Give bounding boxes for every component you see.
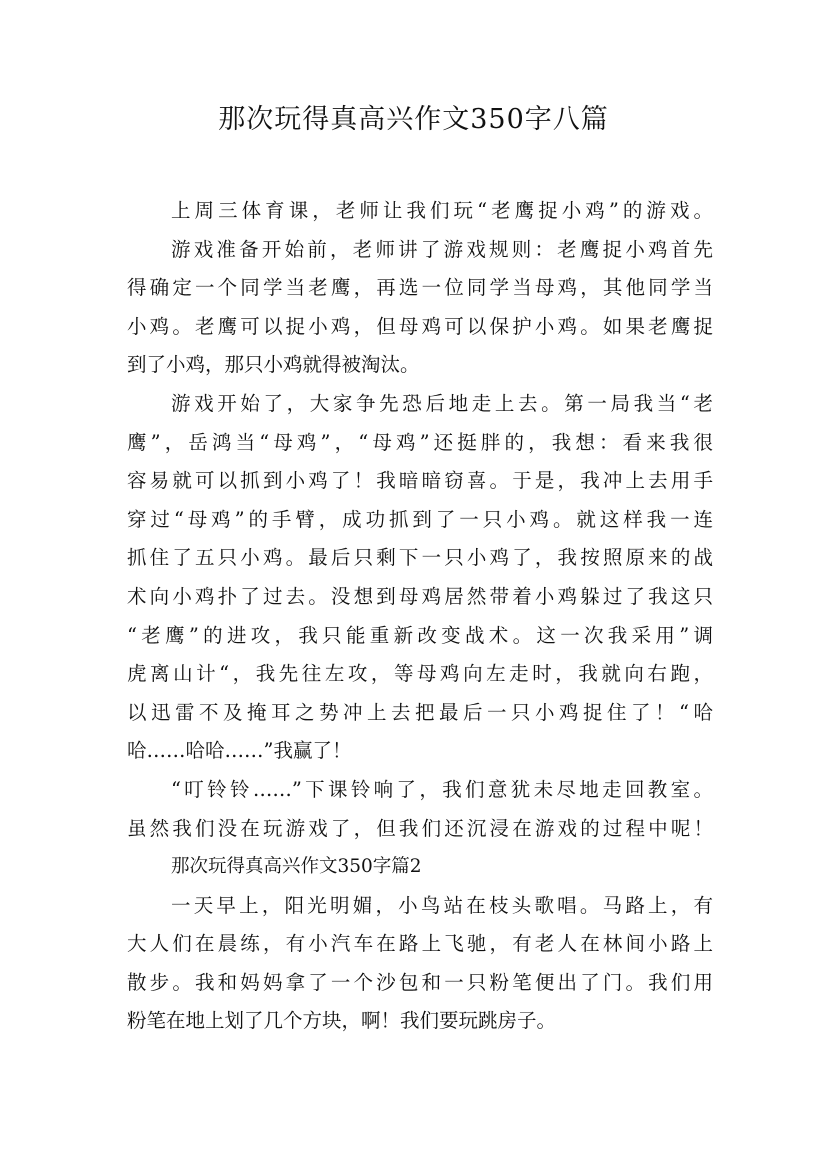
text-line: 抓住了五只小鸡。最后只剩下一只小鸡了，我按照原来的战 [127,546,713,570]
text-line: 散步。我和妈妈拿了一个沙包和一只粉笔便出了门。我们用 [127,970,713,994]
text-line: 虎离山计“，我先往左攻，等母鸡向左走时，我就向右跑， [127,662,713,686]
document-body [127,192,713,1041]
text-line: 一天早上，阳光明媚，小鸟站在枝头歌唱。马路上，有 [171,893,713,917]
text-line: 容易就可以抓到小鸡了！我暗暗窃喜。于是，我冲上去用手 [127,469,713,493]
text-line: 到了小鸡，那只小鸡就得被淘汰。 [127,353,420,377]
text-line: “叮铃铃……”下课铃响了，我们意犹未尽地走回教室。 [171,777,713,801]
text-line: 游戏开始了，大家争先恐后地走上去。第一局我当“老 [171,391,713,415]
text-line: 以迅雷不及掩耳之势冲上去把最后一只小鸡捉住了！“哈 [127,700,713,724]
text-line: 哈……哈哈……”我赢了！ [127,739,352,763]
text-line: 得确定一个同学当老鹰，再选一位同学当母鸡，其他同学当 [127,276,713,300]
text-line: 大人们在晨练，有小汽车在路上飞驰，有老人在林间小路上 [127,932,713,956]
text-line: 游戏准备开始前，老师讲了游戏规则：老鹰捉小鸡首先 [171,237,713,261]
text-line: 小鸡。老鹰可以捉小鸡，但母鸡可以保护小鸡。如果老鹰捉 [127,314,713,338]
text-line: 术向小鸡扑了过去。没想到母鸡居然带着小鸡躲过了我这只 [127,584,713,608]
text-line: 粉笔在地上划了几个方块，啊！我们要玩跳房子。 [127,1009,557,1033]
text-line: 鹰”，岳鸿当“母鸡”，“母鸡”还挺胖的，我想：看来我很 [127,430,713,454]
text-line: 穿过“母鸡”的手臂，成功抓到了一只小鸡。就这样我一连 [127,507,713,531]
text-line: 虽然我们没在玩游戏了，但我们还沉浸在游戏的过程中呢！ [127,816,713,840]
text-line: 上周三体育课，老师让我们玩“老鹰捉小鸡”的游戏。 [171,199,713,222]
section-heading: 那次玩得真高兴作文350字篇2 [171,856,422,878]
document-title: 那次玩得真高兴作文350字八篇 [218,104,609,135]
text-line: “老鹰”的进攻，我只能重新改变战术。这一次我采用”调 [127,623,713,647]
